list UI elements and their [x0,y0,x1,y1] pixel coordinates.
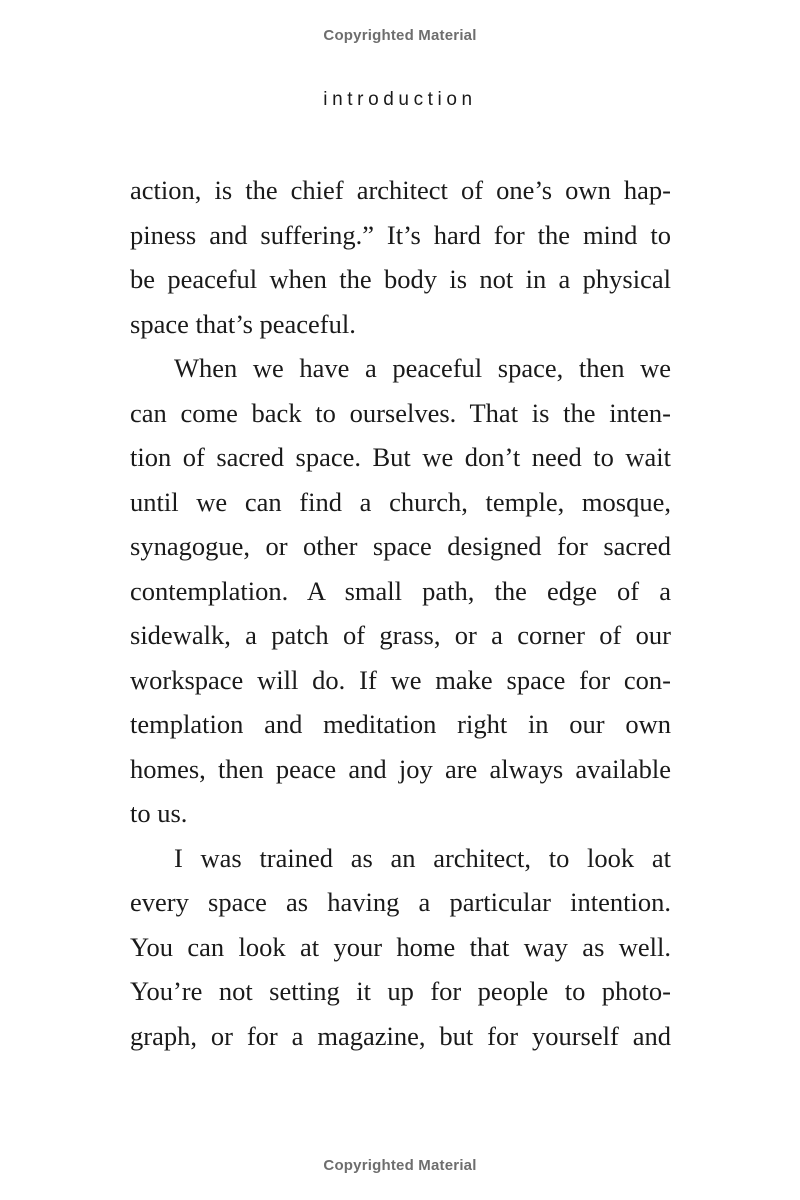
copyright-watermark-top: Copyrighted Material [323,27,477,44]
text-line: You can look at your home that way as well. [130,931,671,962]
text-line: graph, or for a magazine, but for yourself and [130,1020,671,1051]
text-line: action, is the chief architect of one’s own hap- [130,175,671,205]
text-line: space that’s peaceful. [130,308,356,339]
body-text [130,168,671,1058]
text-line: be peaceful when the body is not in a physical [130,264,671,294]
copyright-watermark-bottom: Copyrighted Material [323,1157,477,1174]
text-line: until we can find a church, temple, mosque, [130,486,671,517]
text-line: piness and suffering.” It’s hard for the mind to [130,219,671,250]
text-line: synagogue, or other space designed for sacred [130,531,671,561]
text-line: to us. [130,798,188,828]
running-head: introduction [323,89,477,110]
text-line: tion of sacred space. But we don’t need to wait [130,442,671,472]
text-line: contemplation. A small path, the edge of a [130,575,671,606]
text-line: workspace will do. If we make space for con- [130,664,671,695]
text-line: can come back to ourselves. That is the inten- [130,397,671,428]
text-line: I was trained as an architect, to look at [174,842,671,873]
text-line: every space as having a particular intention. [130,887,671,917]
text-line: sidewalk, a patch of grass, or a corner of our [130,620,671,650]
text-line: homes, then peace and joy are always available [130,753,671,784]
text-line: When we have a peaceful space, then we [174,353,671,383]
text-line: You’re not setting it up for people to photo- [130,976,671,1006]
text-line: templation and meditation right in our own [130,709,671,739]
